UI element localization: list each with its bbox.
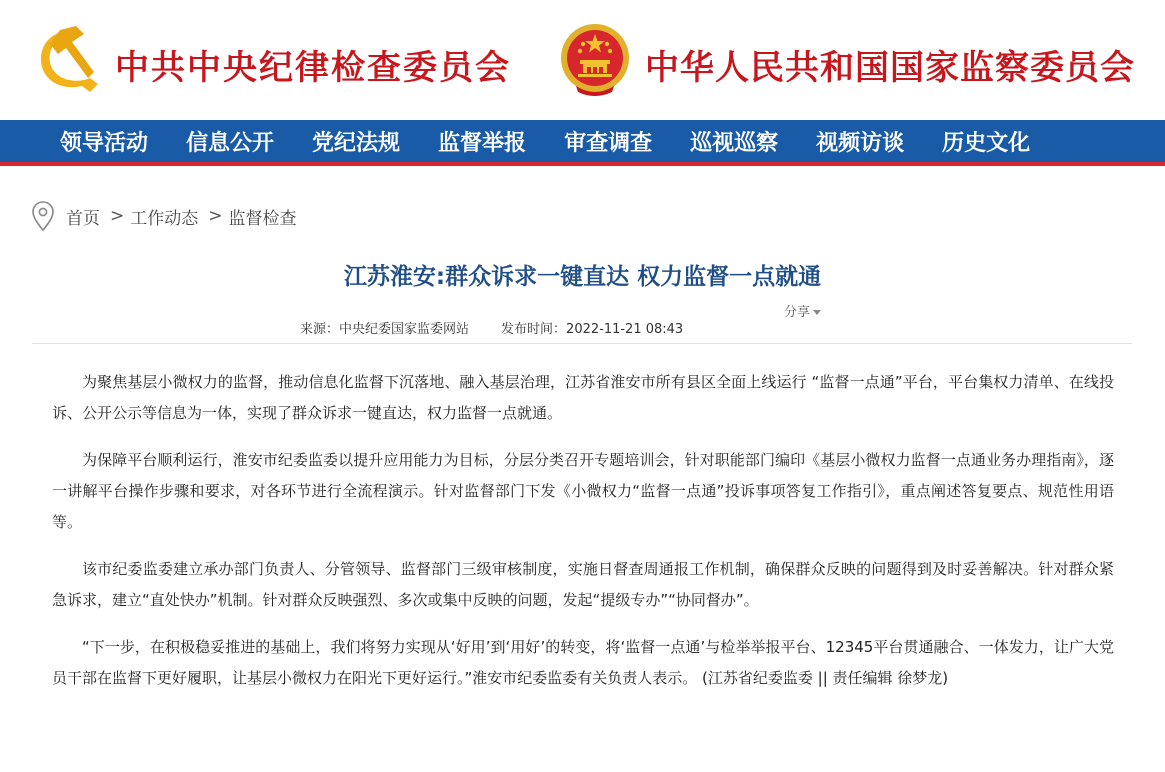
article-source: 中央纪委国家监委网站 [339, 322, 470, 337]
site-header [0, 0, 1165, 120]
nav-item-disclosure[interactable]: 信息公开 [186, 129, 275, 156]
breadcrumb-separator: > [208, 206, 223, 226]
article-paragraph: 为保障平台顺利运行，淮安市纪委监委以提升应用能力为目标，分层分类召开专题培训会，针对职能部门编印《基层小微权力监督一点通业务办理指南》，逐一讲解平台操作步骤和要求，对各环节进行全流程演示。针对监督部门下发《小微权力“监督一点通”投诉事项答复工作指引》，重点阐述答复要点、规范性用语等。 [52, 451, 1114, 531]
article-meta [300, 318, 683, 337]
nav-item-investigation[interactable]: 审查调查 [564, 129, 653, 156]
breadcrumb [32, 200, 297, 232]
main-nav [0, 120, 1165, 166]
breadcrumb-home[interactable]: 首页 [66, 208, 100, 229]
nav-item-inspection[interactable]: 巡视巡察 [690, 129, 779, 156]
breadcrumb-work-news[interactable]: 工作动态 [130, 208, 199, 229]
nav-item-leadership[interactable]: 领导活动 [60, 129, 149, 156]
breadcrumb-separator: > [110, 206, 125, 226]
share-label: 分享 [784, 305, 811, 320]
source-label: 来源： [300, 322, 340, 337]
article-paragraph: “下一步，在积极稳妥推进的基础上，我们将努力实现从‘好用’到‘用好’的转变，将‘监督一点通’与检举举报平台、12345平台贯通融合、一体发力，让广大党员干部在监督下更好履职，让基层小微权力在阳光下更好运行。”淮安市纪委监委有关负责人表示。 (江苏省纪委监委 || 责任编辑 徐梦龙) [52, 638, 1114, 687]
article-title: 江苏淮安:群众诉求一键直达 权力监督一点就通 [343, 264, 822, 290]
breadcrumb-supervision[interactable]: 监督检查 [228, 208, 297, 229]
party-emblem-icon[interactable] [32, 22, 104, 94]
article-time: 2022-11-21 08:43 [566, 322, 684, 337]
nav-item-video[interactable]: 视频访谈 [816, 129, 905, 156]
nav-item-report[interactable]: 监督举报 [438, 129, 527, 156]
org-name-left: 中共中央纪律检查委员会 [115, 48, 511, 88]
article-paragraph: 该市纪委监委建立承办部门负责人、分管领导、监督部门三级审核制度，实施日督查周通报工作机制，确保群众反映的问题得到及时妥善解决。针对群众紧急诉求，建立“直处快办”机制。针对群众反映强烈、多次或集中反映的问题，发起“提级专办”“协同督办”。 [52, 560, 1114, 609]
chevron-down-icon [813, 310, 821, 315]
org-name-right: 中华人民共和国国家监察委员会 [645, 48, 1135, 88]
article-body [52, 367, 1114, 710]
location-pin-icon [32, 201, 54, 231]
nav-item-regulations[interactable]: 党纪法规 [312, 129, 401, 156]
time-label: 发布时间： [501, 322, 567, 337]
share-button[interactable] [784, 301, 821, 320]
nav-item-history[interactable]: 历史文化 [942, 129, 1031, 156]
national-emblem-icon[interactable] [558, 20, 632, 100]
article-paragraph: 为聚焦基层小微权力的监督，推动信息化监督下沉落地、融入基层治理，江苏省淮安市所有县区全面上线运行 “监督一点通”平台，平台集权力清单、在线投诉、公开公示等信息为一体，实现了群众诉求一键直达，权力监督一点就通。 [52, 373, 1114, 422]
divider [32, 343, 1132, 344]
nav-list [0, 120, 1165, 162]
